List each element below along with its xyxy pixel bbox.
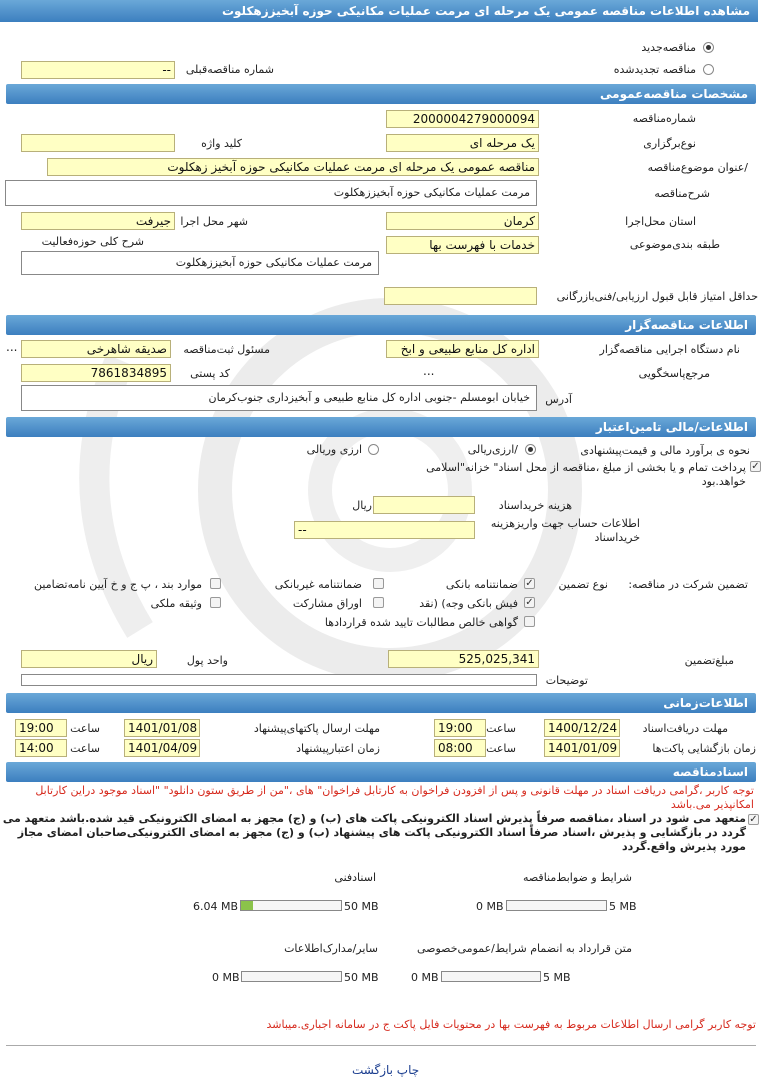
- account-label: اطلاعات حساب جهت واریزهزینه خریداسناد: [490, 517, 640, 544]
- amount-label: مبلغ‌تضمین: [684, 654, 734, 667]
- prev-tender-field[interactable]: --: [21, 61, 175, 79]
- treasury-note: پرداخت تمام و یا بخشی از مبلغ ،مناقصه از محل اسناد" خزانه"اسلامی خواهد.بود: [426, 461, 746, 488]
- receive-label: مهلت دریافت‌اسناد: [642, 722, 728, 735]
- bonds-checkbox[interactable]: [373, 597, 384, 608]
- file-technical-used: 6.04 MB: [193, 900, 239, 913]
- other-guarantee-checkbox[interactable]: [210, 578, 221, 589]
- valid-time[interactable]: 14:00: [15, 739, 67, 757]
- open-time-label: ساعت: [486, 742, 516, 755]
- tender-type-field[interactable]: یک مرحله ای: [386, 134, 539, 152]
- file-technical-max: 50 MB: [344, 900, 379, 913]
- new-tender-label: مناقصه‌جدید: [641, 41, 696, 54]
- activity-field[interactable]: مرمت عملیات مکانیکی حوزه آبخیززهکلوت: [21, 251, 379, 275]
- organizer-section-header: اطلاعات مناقصه‌گزار: [6, 315, 756, 335]
- footer-divider: [6, 1045, 756, 1046]
- send-date[interactable]: 1401/01/08: [124, 719, 200, 737]
- reference-label: مرجع‌پاسخگویی: [638, 367, 710, 380]
- file-terms-used: 0 MB: [476, 900, 504, 913]
- tender-number-label: شماره‌مناقصه: [632, 112, 696, 125]
- guarantee-label: تضمین شرکت در مناقصه:: [628, 578, 748, 591]
- category-field[interactable]: خدمات با فهرست بها: [386, 236, 539, 254]
- finance-section-header: اطلاعات/مالی تامین‌اعتبار: [6, 417, 756, 437]
- send-label: مهلت ارسال پاکتهای‌پیشنهاد: [253, 722, 380, 735]
- file-other-progress: [241, 971, 342, 982]
- currency-field[interactable]: ریال: [21, 650, 157, 668]
- rial-radio[interactable]: [525, 444, 536, 455]
- receive-time-label: ساعت: [486, 722, 516, 735]
- official-label: مسئول ثبت‌مناقصه: [183, 343, 270, 356]
- file-contract-progress: [441, 971, 541, 982]
- address-field[interactable]: خیابان ابومسلم -جنوبی اداره کل منابع طبیعی و آبخیزداری جنوب‌کرمان: [21, 385, 537, 411]
- valid-label: زمان اعتبارپیشنهاد: [296, 742, 380, 755]
- documents-notice: توجه کاربر ،گرامی دریافت اسناد در مهلت قانونی و پس از افزودن فراخوان به کارتابل فراخوان" های ،"من از طریق ستون دانلود" "اسناد موجود دراین کارتابل امکانپذیر می.باشد: [35, 784, 754, 811]
- timing-section-header: اطلاعات‌زمانی: [6, 693, 756, 713]
- estimate-label: نحوه ی برآورد مالی و قیمت‌پیشنهادی: [580, 444, 750, 457]
- guarantee-type-label: نوع تضمین: [558, 578, 608, 591]
- rial-currency-radio[interactable]: [368, 444, 379, 455]
- pledge-checkbox[interactable]: ✓: [749, 814, 758, 825]
- valid-time-label: ساعت: [70, 742, 100, 755]
- org-label: نام دستگاه اجرایی مناقصه‌گزار: [599, 343, 740, 356]
- rial-currency-label: ارزی وریالی: [306, 443, 362, 456]
- print-back-link[interactable]: چاپ بازگشت: [352, 1063, 420, 1077]
- activity-label: شرح کلی حوزه‌فعالیت: [41, 235, 144, 248]
- valid-date[interactable]: 1401/04/09: [124, 739, 200, 757]
- file-technical-label: اسنادفنی: [334, 871, 376, 884]
- tender-type-label: نوع‌برگزاری: [643, 137, 696, 150]
- bonds-label: اوراق مشارکت: [292, 597, 362, 610]
- postal-field[interactable]: 7861834895: [21, 364, 171, 382]
- receive-date[interactable]: 1400/12/24: [544, 719, 620, 737]
- send-time-label: ساعت: [70, 722, 100, 735]
- city-field[interactable]: جیرفت: [21, 212, 175, 230]
- renewed-tender-radio[interactable]: [703, 64, 714, 75]
- keyword-label: کلید واژه: [201, 137, 242, 150]
- open-time[interactable]: 08:00: [434, 739, 486, 757]
- nonbank-guarantee-checkbox[interactable]: [373, 578, 384, 589]
- description-field[interactable]: مرمت عملیات مکانیکی حوزه آبخیززهکلوت: [5, 180, 537, 206]
- bank-guarantee-label: ضمانتنامه بانکی: [445, 578, 518, 591]
- reference-more[interactable]: ...: [423, 364, 435, 378]
- rial-label: /ارزی‌ریالی: [467, 443, 518, 456]
- official-field[interactable]: صدیقه شاهرخی: [21, 340, 171, 358]
- doc-cost-unit: ریال: [352, 499, 372, 512]
- pledge-text: متعهد می شود در اسناد ،مناقصه صرفاً پذیرش اسناد الکترونیکی پاکت های (ب) و (ج) مجهز به امضای الکترونیکی قید شده.باشد متعهد می گردد در بازگشایی و پذیرش ،اسناد صرفاً اسناد الکترونیکی پاکت های پیشنهاد (ب) و (ج) مجهز به امضای الکترونیکی‌صاحبان امضای مجاز مورد پذیرش واقع.گردد: [2, 812, 746, 853]
- account-field[interactable]: --: [294, 521, 475, 539]
- min-score-label: حداقل امتیاز قابل قبول ارزیابی/فنی‌بازرگانی: [556, 290, 758, 303]
- notes-label: توضیحات: [545, 674, 588, 687]
- other-guarantee-label: موارد بند ، پ ج و خ آیین نامه‌تضامین: [34, 578, 202, 591]
- amount-field[interactable]: 525,025,341: [388, 650, 539, 668]
- property-checkbox[interactable]: [210, 597, 221, 608]
- keyword-field[interactable]: [21, 134, 175, 152]
- open-date[interactable]: 1401/01/09: [544, 739, 620, 757]
- official-more[interactable]: ...: [6, 340, 18, 354]
- check-guarantee-label: فیش بانکی وجه) (نقد: [419, 597, 518, 610]
- file-contract-used: 0 MB: [411, 971, 439, 984]
- notes-field[interactable]: [21, 674, 537, 686]
- documents-section-header: اسنادمناقصه: [6, 762, 756, 782]
- send-time[interactable]: 19:00: [15, 719, 67, 737]
- general-section-header: مشخصات مناقصه‌عمومی: [6, 84, 756, 104]
- city-label: شهر محل اجرا: [180, 215, 248, 228]
- check-guarantee-checkbox[interactable]: ✓: [525, 597, 534, 608]
- file-other-max: 50 MB: [344, 971, 379, 984]
- treasury-checkbox[interactable]: ✓: [751, 461, 760, 472]
- category-label: طبقه بندی‌موضوعی: [629, 238, 720, 251]
- page-title: مشاهده اطلاعات مناقصه عمومی یک مرحله ای مرمت عملیات مکانیکی حوزه آبخیززهکلوت: [0, 0, 758, 22]
- property-label: وثیقه ملکی: [150, 597, 202, 610]
- tender-number-field[interactable]: 2000004279000094: [386, 110, 539, 128]
- file-terms-max: 5 MB: [609, 900, 637, 913]
- file-terms-progress: [506, 900, 607, 911]
- receivables-label: گواهی خالص مطالبات تایید شده قراردادها: [324, 616, 518, 629]
- receivables-checkbox[interactable]: [524, 616, 535, 627]
- min-score-field[interactable]: [384, 287, 537, 305]
- subject-label: /عنوان موضوع‌مناقصه: [647, 161, 748, 174]
- file-terms-label: شرایط و ضوابط‌مناقصه: [523, 871, 632, 884]
- file-contract-max: 5 MB: [543, 971, 571, 984]
- prev-tender-label: شماره مناقصه‌قبلی: [185, 63, 274, 76]
- file-contract-label: متن قرارداد به انضمام شرایط/عمومی‌خصوصی: [416, 942, 632, 955]
- price-list-notice: توجه کاربر گرامی ارسال اطلاعات مربوط به فهرست بها در محتویات فایل پاکت ج در سامانه اجباری.میباشد: [266, 1018, 756, 1031]
- bank-guarantee-checkbox[interactable]: ✓: [525, 578, 534, 589]
- doc-cost-label: هزینه خریداسناد: [498, 499, 572, 512]
- nonbank-guarantee-label: ضمانتنامه غیربانکی: [274, 578, 362, 591]
- org-field[interactable]: اداره کل منابع طبیعی و ابخ: [386, 340, 539, 358]
- file-other-label: سایر/مدارک‌اطلاعات: [284, 942, 378, 955]
- renewed-tender-label: مناقصه تجدیدشده: [613, 63, 696, 76]
- receive-time[interactable]: 19:00: [434, 719, 486, 737]
- currency-label: واحد پول: [186, 654, 228, 667]
- province-field[interactable]: کرمان: [386, 212, 539, 230]
- province-label: استان محل‌اجرا: [625, 215, 696, 228]
- doc-cost-field[interactable]: [373, 496, 475, 514]
- description-label: شرح‌مناقصه: [654, 187, 710, 200]
- file-technical-progress: [240, 900, 342, 911]
- file-other-used: 0 MB: [212, 971, 240, 984]
- new-tender-radio[interactable]: [703, 42, 714, 53]
- open-label: زمان بازگشایی پاکت‌ها: [652, 742, 756, 755]
- file-technical-progress-fill: [241, 901, 253, 910]
- subject-field[interactable]: مناقصه عمومی یک مرحله ای مرمت عملیات مکانیکی حوزه آبخیز زهکلوت: [47, 158, 539, 176]
- address-label: آدرس: [545, 393, 572, 406]
- postal-label: کد پستی: [190, 367, 230, 380]
